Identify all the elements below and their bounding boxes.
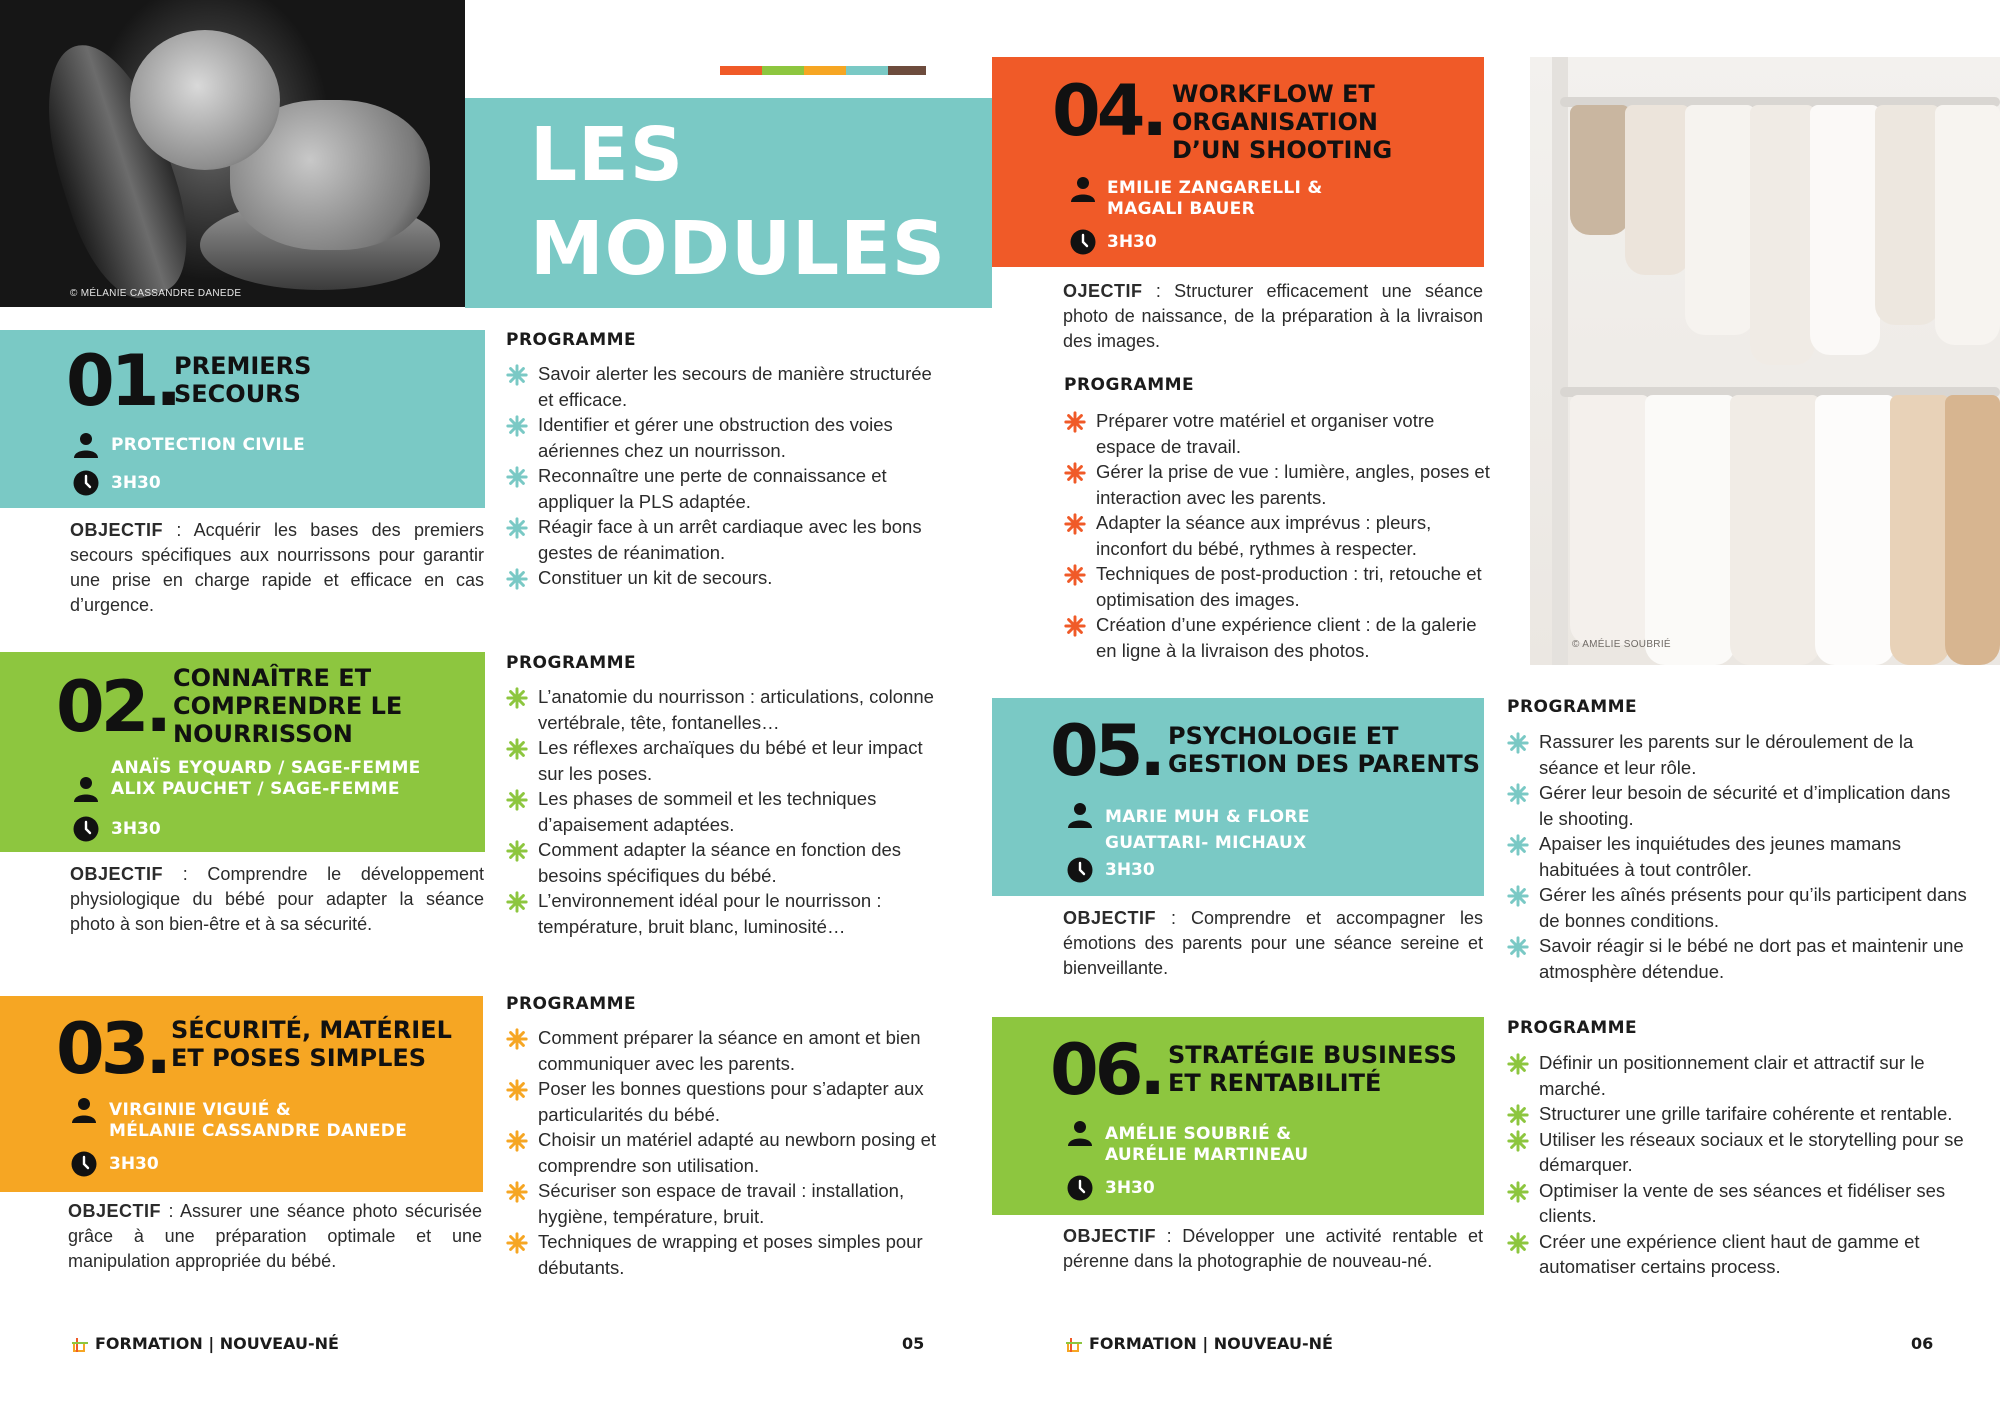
module-03-title-line: ET POSES SIMPLES [171, 1044, 427, 1072]
photo-baby-head [130, 30, 280, 170]
footer-label-left: FORMATION | NOUVEAU-NÉ [95, 1334, 339, 1353]
person-icon [1067, 802, 1093, 828]
photo-garment [1875, 105, 1940, 325]
asterisk-icon [506, 687, 528, 709]
list-item: Créer une expérience client haut de gamme et automatiser certains process. [1507, 1229, 1967, 1280]
page-title-line-2: MODULES [530, 206, 947, 292]
asterisk-icon [1064, 615, 1086, 637]
module-05-presenters [1105, 804, 1310, 856]
asterisk-icon [506, 568, 528, 590]
module-05-duration: 3H30 [1105, 860, 1155, 880]
brand-mark-icon [1066, 1337, 1082, 1353]
asterisk-icon [1507, 1053, 1529, 1075]
objective-text: : Comprendre et accompagner les émotions des parents pour une séance sereine et bienveillante. [1063, 908, 1483, 978]
photo-garment [1645, 395, 1735, 665]
photo-garment [1935, 105, 2000, 345]
module-06-presenter: AURÉLIE MARTINEAU [1105, 1145, 1309, 1165]
module-05-title-line: PSYCHOLOGIE ET [1168, 722, 1399, 750]
clock-icon [1067, 1175, 1093, 1201]
module-02-presenter: ALIX PAUCHET / SAGE-FEMME [111, 779, 400, 799]
list-item: Gérer les aînés présents pour qu’ils participent dans de bonnes conditions. [1507, 882, 1967, 933]
photo-credit-left: © MÉLANIE CASSANDRE DANEDE [70, 288, 242, 299]
module-06-title-line: ET RENTABILITÉ [1168, 1069, 1382, 1097]
module-03-programme [506, 1025, 946, 1280]
photo-credit-right: © AMÉLIE SOUBRIÉ [1572, 639, 1671, 650]
photo-rack-pole [1552, 57, 1568, 665]
list-item: Techniques de post-production : tri, retouche et optimisation des images. [1064, 561, 1494, 612]
list-item: Création d’une expérience client : de la galerie en ligne à la livraison des photos. [1064, 612, 1494, 663]
list-item: Adapter la séance aux imprévus : pleurs, inconfort du bébé, rythmes à respecter. [1064, 510, 1494, 561]
list-item: Apaiser les inquiétudes des jeunes mamans habituées à tout contrôler. [1507, 831, 1967, 882]
asterisk-icon [506, 891, 528, 913]
color-strip-segment [720, 66, 762, 75]
list-item: Identifier et gérer une obstruction des voies aériennes chez un nourrisson. [506, 412, 946, 463]
person-icon [73, 432, 99, 458]
color-strip-segment [762, 66, 804, 75]
asterisk-icon [506, 1181, 528, 1203]
photo-garment [1570, 105, 1630, 235]
list-item: Choisir un matériel adapté au newborn posing et comprendre son utilisation. [506, 1127, 946, 1178]
objective-label: OBJECTIF [68, 1201, 162, 1221]
objective-label: OBJECTIF [70, 520, 164, 540]
module-01-duration: 3H30 [111, 473, 161, 493]
list-item: L’anatomie du nourrisson : articulations, colonne vertébrale, tête, fontanelles… [506, 684, 946, 735]
module-06-number: 06. [1050, 1029, 1163, 1111]
list-item: Comment adapter la séance en fonction des besoins spécifiques du bébé. [506, 837, 946, 888]
module-03-presenters [109, 1100, 407, 1142]
list-item: Savoir réagir si le bébé ne dort pas et maintenir une atmosphère détendue. [1507, 933, 1967, 984]
photo-garment [1945, 395, 2000, 665]
asterisk-icon [1507, 1130, 1529, 1152]
module-06-objective [1063, 1224, 1483, 1274]
list-item: Poser les bonnes questions pour s’adapter aux particularités du bébé. [506, 1076, 946, 1127]
objective-label: OBJECTIF [70, 864, 164, 884]
list-item: Les phases de sommeil et les techniques d’apaisement adaptées. [506, 786, 946, 837]
module-02-number: 02. [56, 666, 169, 748]
asterisk-icon [506, 1130, 528, 1152]
module-04-number: 04. [1052, 70, 1165, 152]
photo-garment [1685, 105, 1755, 335]
asterisk-icon [506, 364, 528, 386]
module-05-programme-title: PROGRAMME [1507, 697, 1638, 717]
clock-icon [1067, 857, 1093, 883]
clock-icon [73, 470, 99, 496]
asterisk-icon [1507, 834, 1529, 856]
module-02-objective [70, 862, 484, 937]
module-05-presenter: GUATTARI- MICHAUX [1105, 833, 1307, 853]
asterisk-icon [1064, 564, 1086, 586]
asterisk-icon [506, 1028, 528, 1050]
module-01-presenters [111, 435, 305, 456]
list-item: Savoir alerter les secours de manière structurée et efficace. [506, 361, 946, 412]
list-item: Gérer la prise de vue : lumière, angles, poses et interaction avec les parents. [1064, 459, 1494, 510]
objective-text: : Comprendre le développement physiologique du bébé pour adapter la séance photo à son bien-être et à sa sécurité. [70, 864, 484, 934]
module-04-programme [1064, 408, 1494, 663]
asterisk-icon [1507, 885, 1529, 907]
module-03-objective [68, 1199, 482, 1274]
module-03-duration: 3H30 [109, 1154, 159, 1174]
module-03-title-line: SÉCURITÉ, MATÉRIEL [171, 1016, 452, 1044]
asterisk-icon [1507, 1232, 1529, 1254]
list-item: Reconnaître une perte de connaissance et appliquer la PLS adaptée. [506, 463, 946, 514]
module-03-presenter: MÉLANIE CASSANDRE DANEDE [109, 1121, 408, 1141]
module-06-presenter: AMÉLIE SOUBRIÉ & [1105, 1124, 1292, 1144]
module-01-programme [506, 361, 946, 591]
module-02-duration: 3H30 [111, 819, 161, 839]
asterisk-icon [506, 789, 528, 811]
list-item: Constituer un kit de secours. [506, 565, 946, 591]
asterisk-icon [1507, 1104, 1529, 1126]
module-06-title-line: STRATÉGIE BUSINESS [1168, 1041, 1457, 1069]
module-05-title [1168, 722, 1480, 778]
footer-label-right: FORMATION | NOUVEAU-NÉ [1089, 1334, 1333, 1353]
list-item: Rassurer les parents sur le déroulement de la séance et leur rôle. [1507, 729, 1967, 780]
module-03-title [171, 1016, 452, 1072]
module-06-duration: 3H30 [1105, 1178, 1155, 1198]
module-06-programme [1507, 1050, 1967, 1280]
list-item: Préparer votre matériel et organiser votre espace de travail. [1064, 408, 1494, 459]
objective-label: OBJECTIF [1063, 908, 1157, 928]
list-item: Comment préparer la séance en amont et bien communiquer avec les parents. [506, 1025, 946, 1076]
asterisk-icon [1507, 936, 1529, 958]
module-03-presenter: VIRGINIE VIGUIÉ & [109, 1100, 291, 1120]
asterisk-icon [506, 517, 528, 539]
person-icon [73, 776, 99, 802]
asterisk-icon [1507, 783, 1529, 805]
module-04-title [1172, 80, 1392, 164]
module-06-title [1168, 1041, 1457, 1097]
module-04-title-line: WORKFLOW ET [1172, 80, 1375, 108]
asterisk-icon [1507, 1181, 1529, 1203]
module-01-presenter: PROTECTION CIVILE [111, 435, 306, 455]
module-02-programme [506, 684, 946, 939]
photo-garment [1750, 105, 1815, 365]
list-item: L’environnement idéal pour le nourrisson : température, bruit blanc, luminosité… [506, 888, 946, 939]
asterisk-icon [506, 1079, 528, 1101]
photo-garment [1570, 395, 1650, 645]
module-05-number: 05. [1050, 710, 1163, 792]
person-icon [71, 1097, 97, 1123]
module-04-title-line: D’UN SHOOTING [1172, 136, 1393, 164]
module-01-title [174, 352, 311, 408]
asterisk-icon [506, 415, 528, 437]
page-number-right: 06 [1911, 1334, 1934, 1353]
module-04-presenter: MAGALI BAUER [1107, 199, 1255, 219]
list-item: Réagir face à un arrêt cardiaque avec les bons gestes de réanimation. [506, 514, 946, 565]
module-01-objective [70, 518, 484, 618]
objective-text: : Assurer une séance photo sécurisée grâce à une préparation optimale et une manipulation appropriée du bébé. [68, 1201, 482, 1271]
list-item: Utiliser les réseaux sociaux et le storytelling pour se démarquer. [1507, 1127, 1967, 1178]
module-04-presenters [1107, 178, 1323, 220]
asterisk-icon [1507, 732, 1529, 754]
page-title-line-1: LES [530, 112, 684, 198]
newborn-photo [0, 0, 465, 307]
objective-label: OBJECTIF [1063, 1226, 1157, 1246]
module-06-presenters [1105, 1124, 1309, 1166]
person-icon [1070, 176, 1096, 202]
photo-garment [1730, 395, 1820, 665]
asterisk-icon [506, 466, 528, 488]
list-item: Gérer leur besoin de sécurité et d’implication dans le shooting. [1507, 780, 1967, 831]
module-01-title-line: PREMIERS [174, 352, 312, 380]
person-icon [1067, 1120, 1093, 1146]
asterisk-icon [1064, 462, 1086, 484]
clock-icon [1070, 229, 1096, 255]
list-item: Définir un positionnement clair et attractif sur le marché. [1507, 1050, 1967, 1101]
photo-garment [1810, 105, 1880, 355]
module-02-programme-title: PROGRAMME [506, 653, 637, 673]
page-number-left: 05 [902, 1334, 925, 1353]
module-04-programme-title: PROGRAMME [1064, 375, 1195, 395]
clothing-rack-photo [1530, 57, 2000, 665]
objective-text: : Acquérir les bases des premiers secours spécifiques aux nourrissons pour garantir une prise en charge rapide et efficace en cas d’urgence. [70, 520, 484, 615]
asterisk-icon [506, 738, 528, 760]
photo-garment [1890, 395, 1950, 665]
clock-icon [71, 1151, 97, 1177]
objective-label: OJECTIF [1063, 281, 1143, 301]
module-04-presenter: EMILIE ZANGARELLI & [1107, 178, 1323, 198]
module-04-duration: 3H30 [1107, 232, 1157, 252]
module-01-programme-title: PROGRAMME [506, 330, 637, 350]
asterisk-icon [1064, 411, 1086, 433]
color-strip-segment [888, 66, 926, 75]
asterisk-icon [1064, 513, 1086, 535]
module-05-programme [1507, 729, 1967, 984]
module-02-title-line: COMPRENDRE LE [173, 692, 403, 720]
photo-garment [1625, 105, 1690, 275]
brand-mark-icon [72, 1337, 88, 1353]
module-06-programme-title: PROGRAMME [1507, 1018, 1638, 1038]
list-item: Techniques de wrapping et poses simples pour débutants. [506, 1229, 946, 1280]
module-02-title [173, 664, 402, 748]
module-05-objective [1063, 906, 1483, 981]
color-strip-segment [804, 66, 846, 75]
module-04-objective [1063, 279, 1483, 354]
module-02-presenter: ANAÏS EYQUARD / SAGE-FEMME [111, 758, 421, 778]
list-item: Structurer une grille tarifaire cohérente et rentable. [1507, 1101, 1967, 1127]
module-03-number: 03. [56, 1008, 169, 1090]
objective-text: : Développer une activité rentable et pérenne dans la photographie de nouveau-né. [1063, 1226, 1483, 1271]
photo-garment [1815, 395, 1895, 665]
module-02-title-line: CONNAÎTRE ET [173, 664, 372, 692]
asterisk-icon [506, 1232, 528, 1254]
module-01-title-line: SECOURS [174, 380, 301, 408]
list-item: Sécuriser son espace de travail : installation, hygiène, température, bruit. [506, 1178, 946, 1229]
module-04-title-line: ORGANISATION [1172, 108, 1378, 136]
clock-icon [73, 816, 99, 842]
module-02-presenters [111, 758, 421, 800]
color-strip-segment [846, 66, 888, 75]
objective-text: : Structurer efficacement une séance photo de naissance, de la préparation à la livraison des images. [1063, 281, 1483, 351]
list-item: Les réflexes archaïques du bébé et leur impact sur les poses. [506, 735, 946, 786]
module-03-programme-title: PROGRAMME [506, 994, 637, 1014]
module-02-title-line: NOURRISSON [173, 720, 353, 748]
module-05-presenter: MARIE MUH & FLORE [1105, 807, 1310, 827]
module-01-number: 01. [66, 340, 179, 422]
module-05-title-line: GESTION DES PARENTS [1168, 750, 1481, 778]
asterisk-icon [506, 840, 528, 862]
list-item: Optimiser la vente de ses séances et fidéliser ses clients. [1507, 1178, 1967, 1229]
